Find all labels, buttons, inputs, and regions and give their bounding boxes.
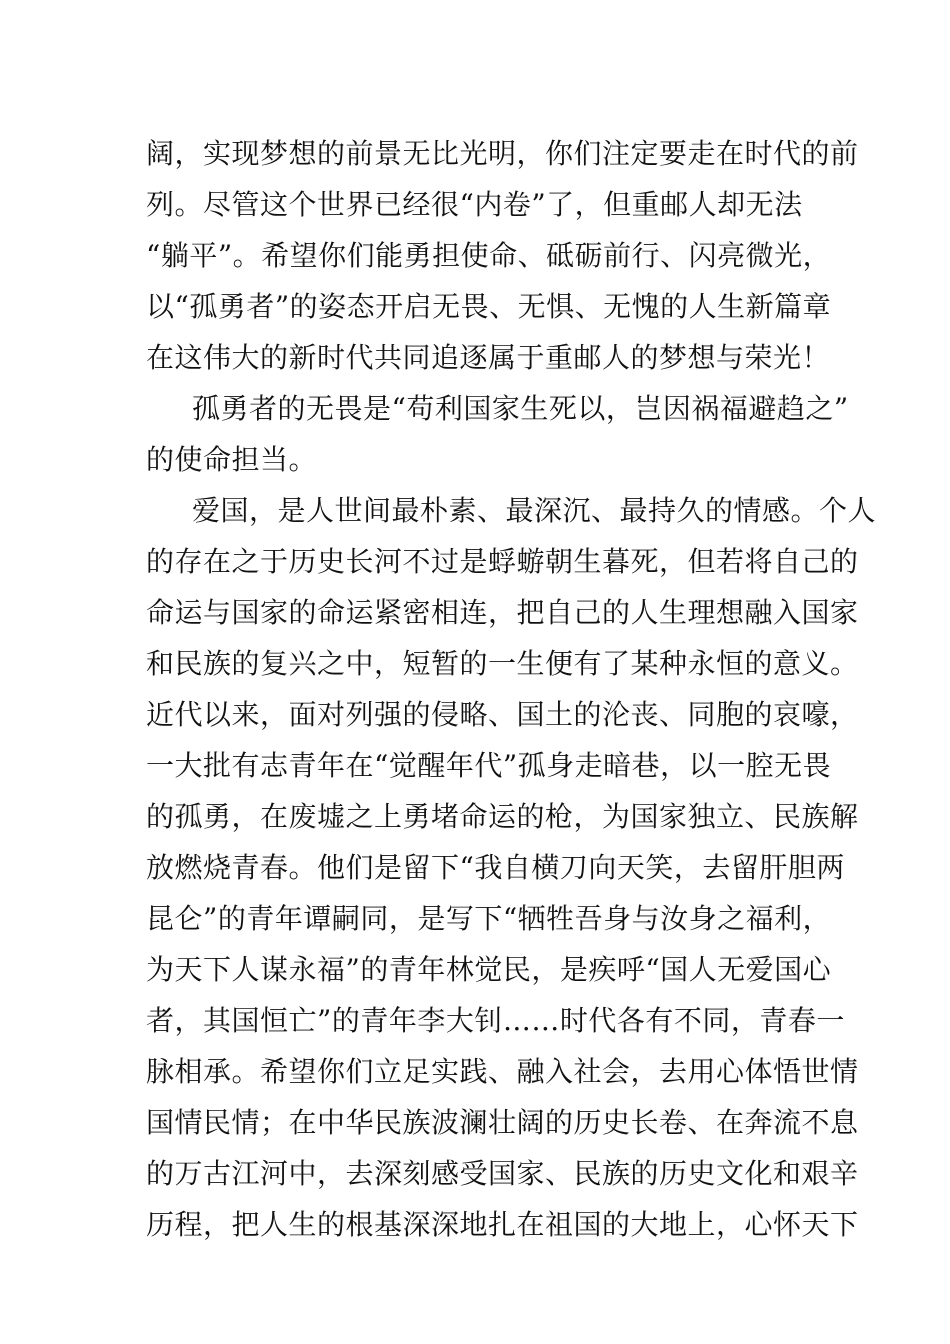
text-line: 的万古江河中，去深刻感受国家、民族的历史文化和艰辛 [146,1157,859,1190]
text-line: 昆仑”的青年谭嗣同，是写下“牺牲吾身与汝身之福利， [146,902,832,935]
text-line: 者，其国恒亡”的青年李大钊……时代各有不同，青春一 [146,1004,845,1037]
text-line: 的孤勇，在废墟之上勇堵命运的枪，为国家独立、民族解 [146,800,859,833]
section-heading-line: 的使命担当。 [146,443,318,476]
text-line: 为天下人谋永福”的青年林觉民，是疾呼“国人无爱国心 [146,953,832,986]
text-line: 国情民情；在中华民族波澜壮阔的历史长卷、在奔流不息 [146,1106,859,1139]
text-line: 脉相承。希望你们立足实践、融入社会，去用心体悟世情 [146,1055,859,1088]
text-line: 近代以来，面对列强的侵略、国土的沦丧、同胞的哀嚎， [146,698,859,731]
text-line: “躺平”。希望你们能勇担使命、砥砺前行、闪亮微光， [146,239,832,272]
section-heading-line: 孤勇者的无畏是“苟利国家生死以，岂因祸福避趋之” [192,392,849,425]
text-line: 的存在之于历史长河不过是蜉蝣朝生暮死，但若将自己的 [146,545,859,578]
text-line: 爱国，是人世间最朴素、最深沉、最持久的情感。个人 [192,494,877,527]
text-line: 阔，实现梦想的前景无比光明，你们注定要走在时代的前 [146,137,859,170]
text-line: 命运与国家的命运紧密相连，把自己的人生理想融入国家 [146,596,859,629]
text-line: 一大批有志青年在“觉醒年代”孤身走暗巷，以一腔无畏 [146,749,832,782]
text-line: 列。尽管这个世界已经很“内卷”了，但重邮人却无法 [146,188,803,221]
text-line: 在这伟大的新时代共同追逐属于重邮人的梦想与荣光！ [146,341,831,374]
text-line: 以“孤勇者”的姿态开启无畏、无惧、无愧的人生新篇章 [146,290,832,323]
text-line: 和民族的复兴之中，短暂的一生便有了某种永恒的意义。 [146,647,859,680]
text-line: 历程，把人生的根基深深地扎在祖国的大地上，心怀天下 [146,1208,859,1241]
text-line: 放燃烧青春。他们是留下“我自横刀向天笑，去留肝胆两 [146,851,845,884]
document-body [146,128,877,1250]
